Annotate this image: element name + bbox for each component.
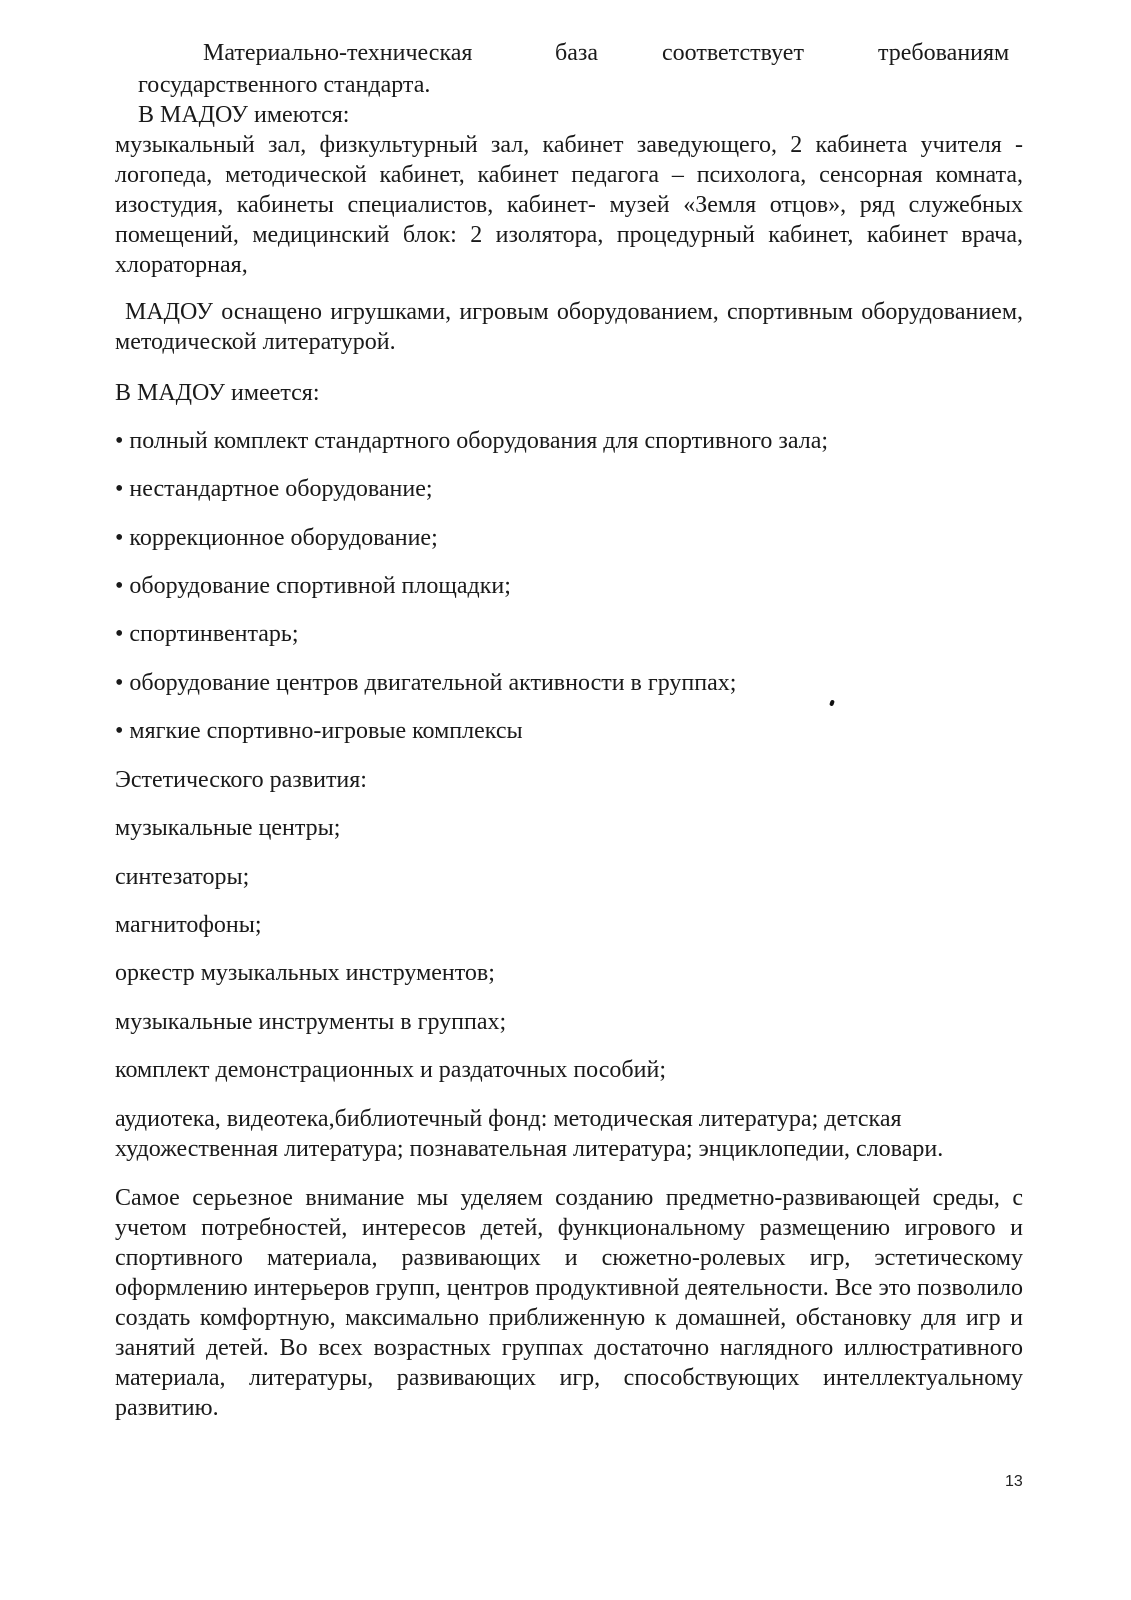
aesthetic-item: синтезаторы; [115, 864, 250, 890]
equipment-paragraph: МАДОУ оснащено игрушками, игровым оборудованием, спортивным оборудованием, методической литературой. [115, 299, 1023, 355]
facilities-heading: В МАДОУ имеются: [138, 102, 350, 128]
list-item: • коррекционное оборудование; [115, 523, 438, 553]
library-line-1: аудиотека, видеотека,библиотечный фонд: методическая литература; детская [115, 1106, 902, 1132]
intro-line-2: государственного стандарта. [138, 72, 431, 98]
aesthetic-item: оркестр музыкальных инструментов; [115, 960, 495, 986]
equipment-list-heading: В МАДОУ имеется: [115, 380, 320, 406]
page-number: 13 [1005, 1473, 1023, 1490]
rooms-paragraph: музыкальный зал, физкультурный зал, кабинет заведующего, 2 кабинета учителя - логопеда, методической кабинет, кабинет педагога – психолога, сенсорная комната, изостудия, кабинеты специалистов, кабинет- музей «Земля отцов», ряд служебных помещений, медицинский блок: 2 изолятора, процедурный кабинет, кабинет врача, хлораторная, [115, 132, 1023, 278]
aesthetic-item: музыкальные центры; [115, 815, 341, 841]
intro-word-3: соответствует [662, 40, 804, 66]
intro-word-1: Материально-техническая [203, 40, 473, 66]
intro-word-2: база [555, 40, 598, 66]
list-item: • полный комплект стандартного оборудования для спортивного зала; [115, 426, 828, 456]
list-item: • спортинвентарь; [115, 619, 299, 649]
list-item: • оборудование центров двигательной активности в группах; [115, 668, 736, 698]
final-paragraph: Самое серьезное внимание мы уделяем созданию предметно-развивающей среды, с учетом потребностей, интересов детей, функциональному размещению игрового и спортивного материала, развивающих и сюжетно-ролевых игр, эстетическому оформлению интерьеров групп, центров продуктивной деятельности. Все это позволило создать комфортную, максимально приближенную к домашней, обстановку для игр и занятий детей. Во всех возрастных группах достаточно наглядного иллюстративного материала, литературы, развивающих игр, способствующих интеллектуальному развитию. [115, 1185, 1023, 1421]
list-item: • оборудование спортивной площадки; [115, 571, 511, 601]
aesthetic-item: магнитофоны; [115, 912, 262, 938]
aesthetic-item: комплект демонстрационных и раздаточных пособий; [115, 1057, 666, 1083]
aesthetic-item: музыкальные инструменты в группах; [115, 1009, 507, 1035]
intro-word-4: требованиям [878, 40, 1010, 66]
aesthetic-heading: Эстетического развития: [115, 767, 367, 793]
list-item: • нестандартное оборудование; [115, 474, 433, 504]
library-line-2: художественная литература; познавательная литература; энциклопедии, словари. [115, 1136, 944, 1162]
scan-speck [829, 699, 835, 706]
list-item: • мягкие спортивно-игровые комплексы [115, 716, 523, 746]
